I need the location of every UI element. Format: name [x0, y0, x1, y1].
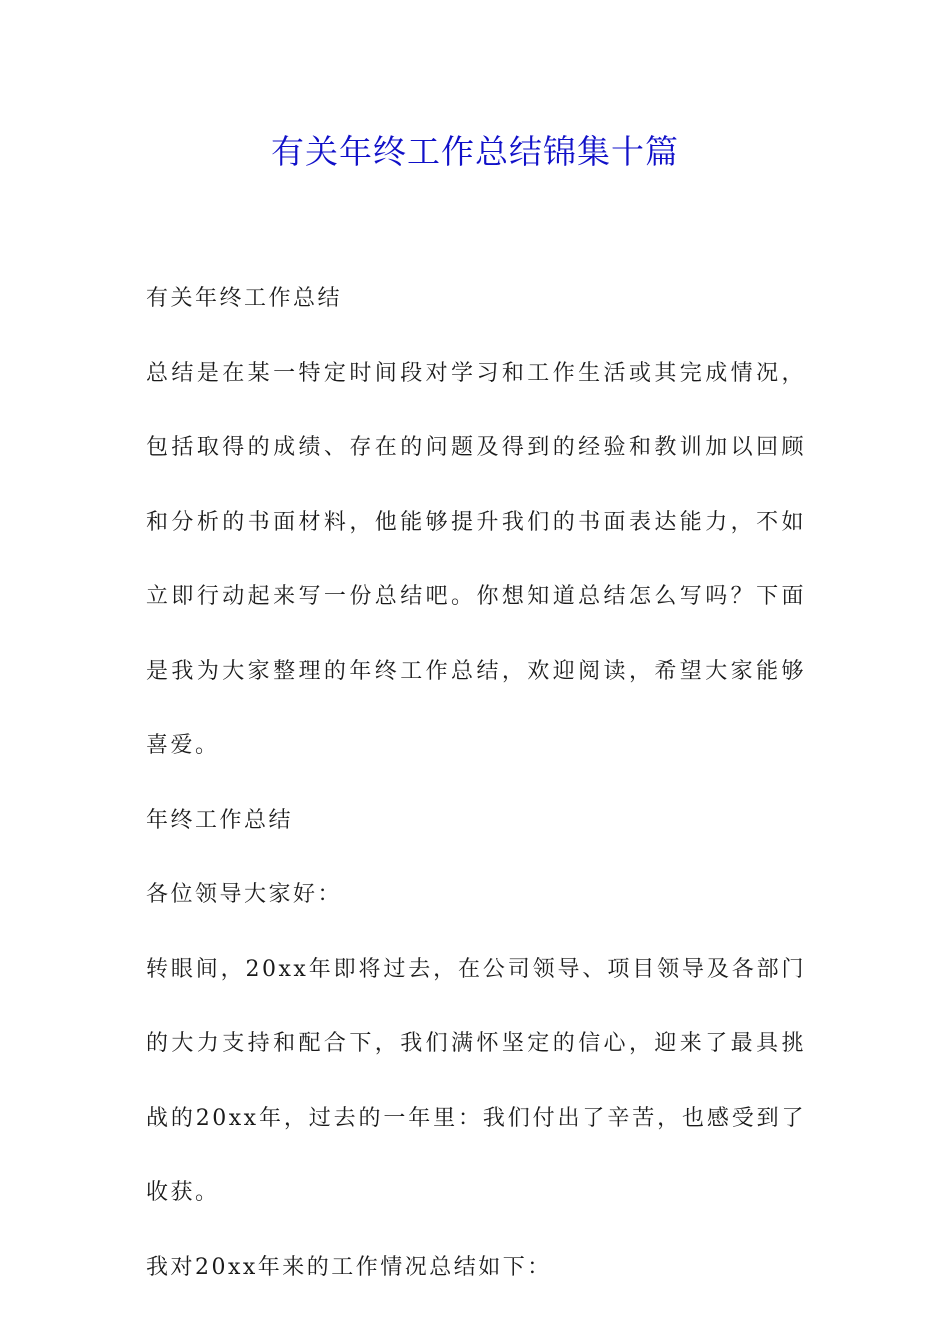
summary-lead-in: 我对20xx年来的工作情况总结如下：	[146, 1254, 552, 1280]
body-paragraph: 转眼间，20xx年即将过去，在公司领导、项目领导及各部门的大力支持和配合下，我们满怀坚定的信心，迎来了最具挑战的20xx年，过去的一年里：我们付出了辛苦，也感受到了收获。	[146, 956, 806, 1205]
intro-paragraph: 总结是在某一特定时间段对学习和工作生活或其完成情况，包括取得的成绩、存在的问题及得到的经验和教训加以回顾和分析的书面材料，他能够提升我们的书面表达能力，不如立即行动起来写一份总结吧。你想知道总结怎么写吗？下面是我为大家整理的年终工作总结，欢迎阅读，希望大家能够喜爱。	[146, 360, 806, 758]
document-title: 有关年终工作总结锦集十篇	[271, 132, 679, 171]
salutation: 各位领导大家好：	[146, 882, 343, 907]
section-heading: 有关年终工作总结	[146, 286, 343, 311]
subsection-heading: 年终工作总结	[146, 807, 294, 833]
document-body	[146, 262, 806, 1305]
